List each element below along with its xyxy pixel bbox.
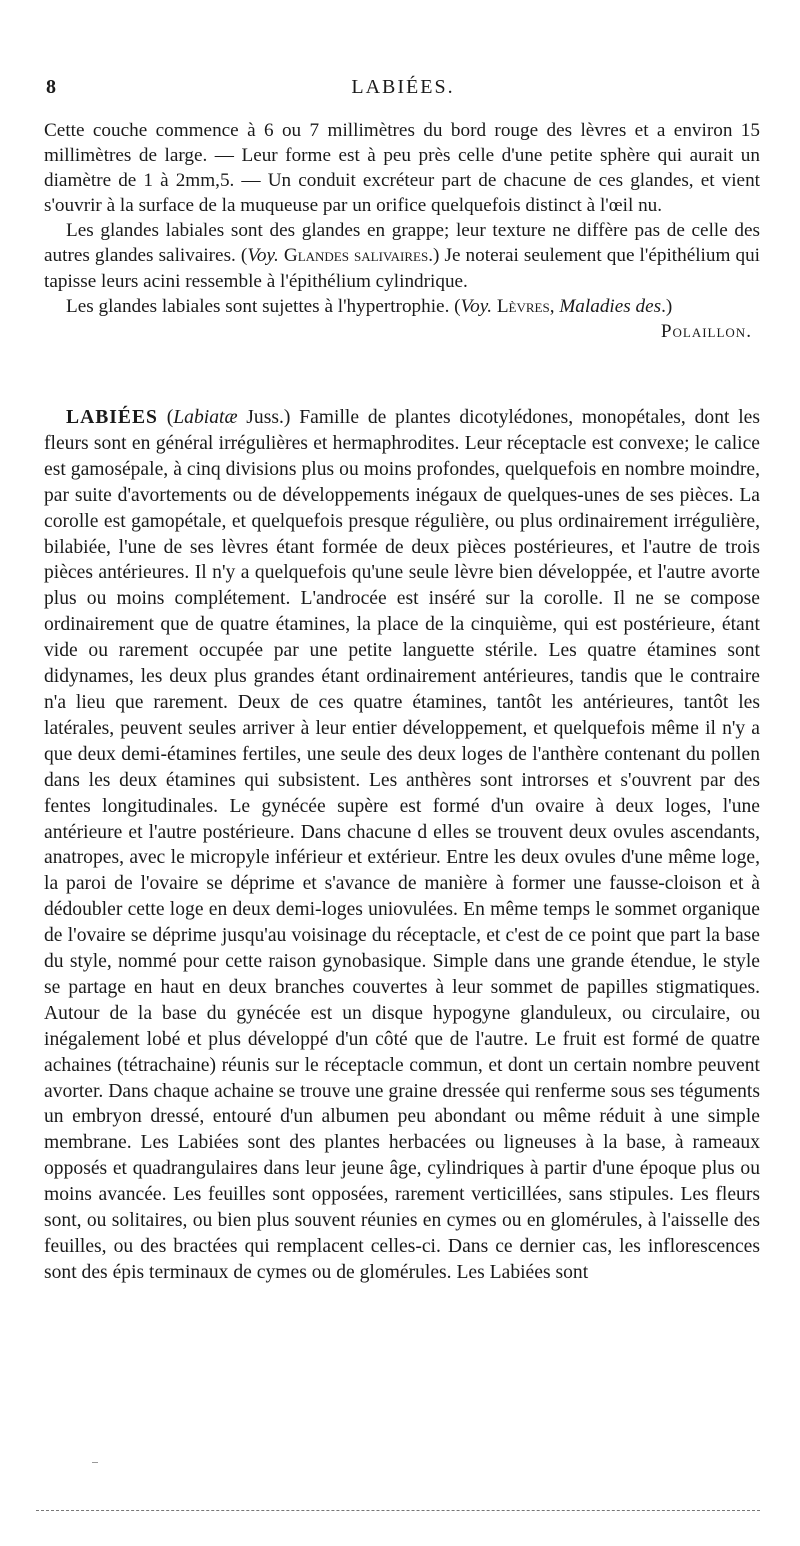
paragraph: Cette couche commence à 6 ou 7 millimètres du bord rouge des lèvres et a environ 15 millimètres de large. — Leur forme est à peu près celle d'une petite sphère qui aurait un diamètre de 1 à 2mm,5. — Un conduit excréteur part de chacune de ces glandes, et vient s'ouvrir à la surface de la muqueuse par un orifice quelquefois distinct à l'œil nu. <box>44 120 760 217</box>
stray-mark <box>92 1462 98 1463</box>
previous-article-ending <box>44 118 760 344</box>
paragraph <box>44 218 760 293</box>
see-abbreviation: Voy. <box>247 245 279 267</box>
running-title: LABIÉES. <box>351 76 455 98</box>
author-signature: Polaillon. <box>660 320 752 342</box>
article-body: Famille de plantes dicotylédones, monopétales, dont les fleurs sont en général irrégulières et hermaphrodites. Leur réceptacle est convexe; le calice est gamosépale, à cinq divisions plus ou moins profondes, quelquefois en nombre moindre, par suite d'avortements ou de développements inégaux de quelques-unes de ses pièces. La corolle est gamopétale, et quelquefois presque régulière, ou plus ordinairement irrégulière, bilabiée, l'une de ses lèvres étant formée de deux pièces postérieures, et l'autre de trois pièces antérieures. Il n'y a quelquefois qu'une seule lèvre bien développée, et l'autre avorte plus ou moins complétement. L'androcée est inséré sur la corolle. Il ne se compose ordinairement que de quatre étamines, la place de la cinquième, qui est postérieure, étant vide ou rarement occupée par une petite languette stérile. Les quatre étamines sont didynames, les deux plus grandes étant ordinairement antérieures, tandis que le contraire n'a lieu que rarement. Deux de ces quatre étamines, tantôt les antérieures, tantôt les latérales, peuvent seules arriver à leur entier développement, et quelquefois même il n'y a que deux demi-étamines fertiles, une seule des deux loges de l'anthère contenant du pollen dans les deux étamines qui subsistent. Les anthères sont introrses et s'ouvrent par des fentes longitudinales. Le gynécée supère est formé d'un ovaire à deux loges, l'une antérieure et l'autre postérieure. Dans chacune d elles se trouvent deux ovules ascendants, anatropes, avec le micropyle inférieur et extérieur. Entre les deux ovules d'une même loge, la paroi de l'ovaire se déprime et s'avance de manière à former une fausse-cloison et à dédoubler cette loge en deux demi-loges uniovulées. En même temps le sommet organique de l'ovaire se déprime jusqu'au voisinage du réceptacle, et c'est de ce point que part la base du style, nommé pour cette raison gynobasique. Simple dans une grande étendue, le style se partage en haut en deux branches couvertes à leur sommet de papilles stigmatiques. Autour de la base du gynécée est un disque hypogyne glanduleux, ou circulaire, ou inégalement lobé et plus développé d'un côté que de l'autre. Le fruit est formé de quatre achaines (tétrachaine) réunis sur le réceptacle commun, et dont un certain nombre peuvent avorter. Dans chaque achaine se trouve une graine dressée qui renferme sous ses téguments un embryon dressé, entouré d'un albumen peu abondant ou même réduit à une simple membrane. Les Labiées sont des plantes herbacées ou ligneuses à la base, à rameaux opposés et quadrangulaires dans leur jeune âge, cylindriques à partir d'une époque plus ou moins avancée. Les feuilles sont opposées, rarement verticillées, sans stipules. Les fleurs sont, ou solitaires, ou bien plus souvent réunies en cymes ou en glomérules, à l'aisselle des feuilles, ou des bractées qui remplacent celles-ci. Dans ce dernier cas, les inflorescences sont des épis terminaux de cymes ou de glomérules. Les Labiées sont <box>44 407 760 1283</box>
article-labiees <box>44 405 760 1286</box>
latin-author: Juss.) <box>237 407 291 428</box>
article-paragraph <box>44 405 760 1286</box>
paragraph-text: .) <box>661 295 673 317</box>
footer-rule <box>36 1510 760 1511</box>
paragraph-text: Les glandes labiales sont des glandes en grappe; leur texture ne diffère pas de celle des autres glandes salivaires. ( <box>44 220 760 267</box>
cross-reference: Lèvres, <box>496 295 555 317</box>
paragraph <box>44 294 760 319</box>
cross-reference: Glandes salivaires <box>283 245 429 267</box>
paragraph-text: .) Je noterai seulement que l'épithélium qui tapisse leurs acini ressemble à l'épithélium cylindrique. <box>44 245 760 292</box>
page-number: 8 <box>46 76 57 98</box>
article-headword: LABIÉES <box>66 407 158 428</box>
cross-reference-italic: Maladies des <box>559 295 662 317</box>
paragraph-text: Les glandes labiales sont sujettes à l'hypertrophie. ( <box>66 295 461 317</box>
see-abbreviation: Voy. <box>460 295 493 317</box>
latin-name: Labiatæ <box>173 407 238 428</box>
paragraph-text: ( <box>157 407 174 428</box>
running-head <box>46 76 760 106</box>
